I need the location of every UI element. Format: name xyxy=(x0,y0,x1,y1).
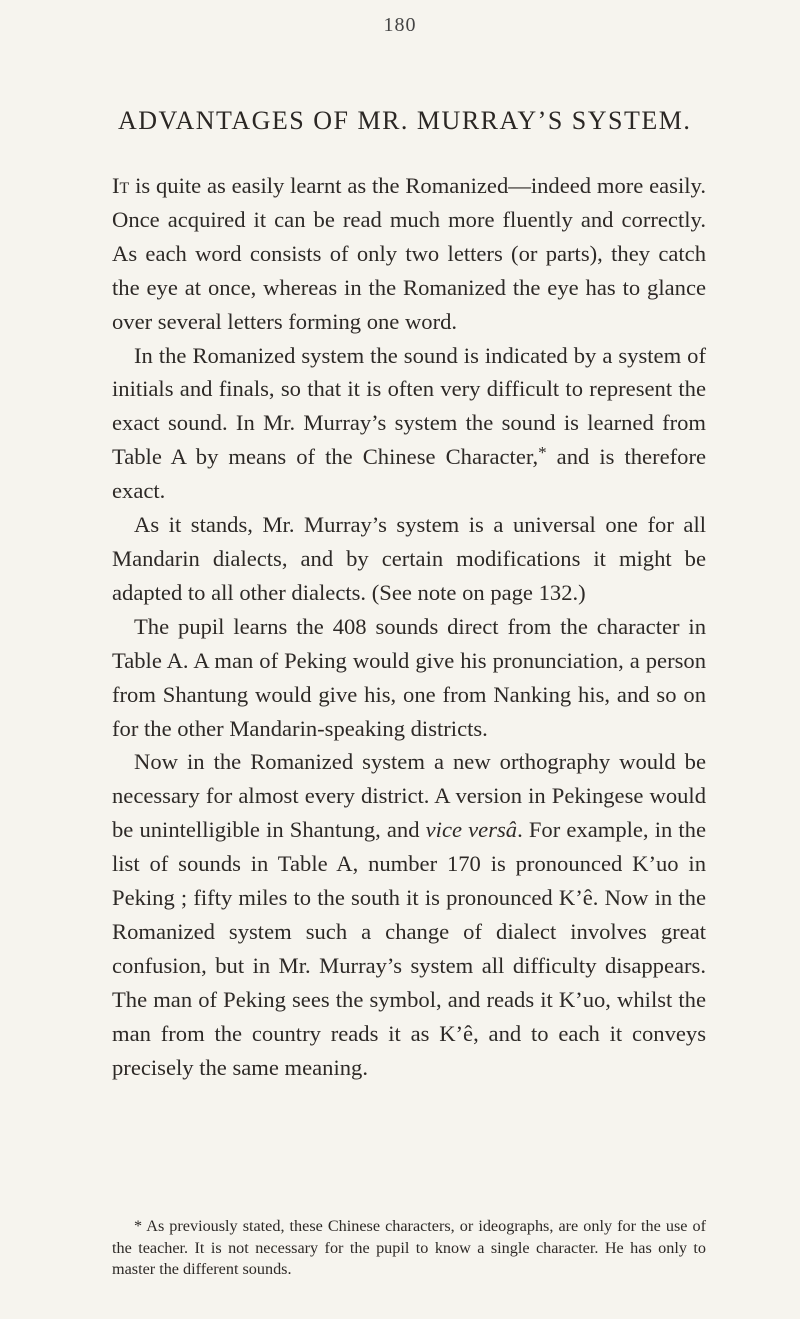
footnote-mark: * xyxy=(134,1217,143,1235)
paragraph-text-continued: and is therefore exact. xyxy=(112,444,706,504)
paragraph-text: is quite as easily learnt as the Romanized—indeed more easily. Once acquired it can be read much more fluently and correctly. As each word consists of only two letters (or parts), they catch the eye at once, whereas in the Romanized the eye has to glance over several letters forming one word. xyxy=(112,173,706,334)
page-title: ADVANTAGES OF MR. MURRAY’S SYSTEM. xyxy=(118,106,692,135)
footnote-text: As previously stated, these Chinese characters, or ideographs, are only for the use of the teacher. It is not necessary for the pupil to know a single character. He has only to master the different sounds. xyxy=(112,1217,706,1278)
paragraph-4: The pupil learns the 408 sounds direct from the character in Table A. A man of Peking would give his pronunciation, a person from Shantung would give his, one from Nanking his, and so on for the other Mandarin-speaking districts. xyxy=(112,613,706,741)
paragraph-3: As it stands, Mr. Murray’s system is a universal one for all Mandarin dialects, and by certain modifications it might be adapted to all other dialects. (See note on page 132.) xyxy=(112,512,706,605)
paragraph-lead-word: It xyxy=(112,173,130,198)
page-number: 180 xyxy=(383,14,417,36)
footnote-reference: * xyxy=(538,443,547,463)
paragraph-text-continued: . For example, in the list of sounds in Table A, number 170 is pronounced K’uo in Peking ; fifty miles to the south it is pronounced K’ê. Now in the Romanized system such a change of dialect involves great confusion, but in Mr. Murray’s system all difficulty disappears. The man of Peking sees the symbol, and reads it K’uo, whilst the man from the country reads it as K’ê, and to each it conveys precisely the same meaning. xyxy=(112,817,707,1080)
footnote xyxy=(112,1216,706,1281)
paragraph-1 xyxy=(112,169,706,339)
paragraph-text: Now in the Romanized system a new orthography would be necessary for almost every district. A version in Pekingese would be unintelligible in Shantung, and xyxy=(112,749,706,843)
paragraph-text: In the Romanized system the sound is indicated by a system of initials and finals, so that it is often very difficult to represent the exact sound. In Mr. Murray’s system the sound is learned from Table A by means of the Chinese Character, xyxy=(112,342,706,470)
body-text xyxy=(112,169,706,1084)
paragraph-2 xyxy=(112,339,706,509)
paragraph-5 xyxy=(112,745,706,1084)
italic-phrase: vice versâ xyxy=(425,817,518,843)
footnote-text-block xyxy=(112,1216,706,1281)
